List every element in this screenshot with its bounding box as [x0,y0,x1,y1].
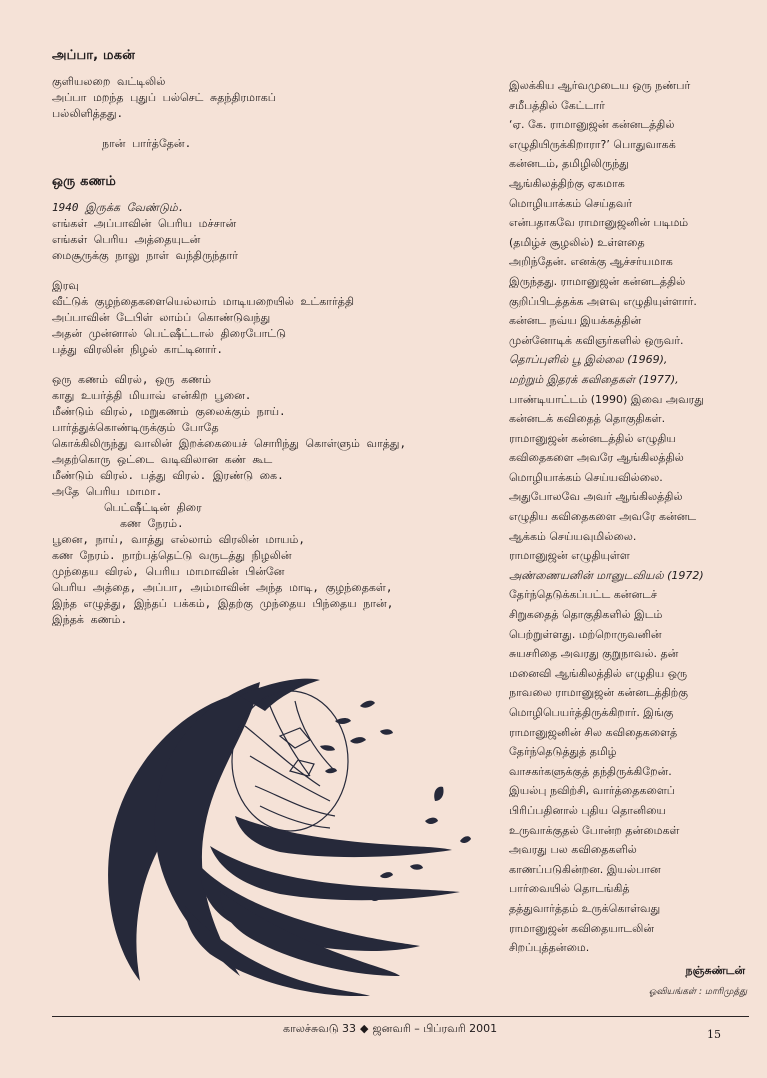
essay-line: சுயசரிதை அவரது குறுநாவல். தன் [509,647,679,661]
poem-line: மைசூருக்கு நாலு நாள் வந்திருந்தார் [52,249,238,262]
essay-line: காணப்படுகின்றன. இயல்பான [509,862,661,876]
essay-line: சிறுகதைத் தொகுதிகளில் இடம் [509,608,663,622]
essay-line: ராமானுஜன் கன்னடத்தில் எழுதிய [509,431,676,445]
poem-line: எங்கள் பெரிய அத்தையுடன் [52,233,201,246]
poems-column [52,48,497,628]
essay-line: பெற்றுள்ளது. மற்றொருவனின் [509,627,662,641]
essay-line: கவிதைகளை அவரே ஆங்கிலத்தில் [509,451,684,465]
essay-column [509,76,749,998]
poem-line: கண நேரம். [120,517,184,530]
essay-line: மொழிபெயர்த்திருக்கிறார். இங்கு [509,706,674,719]
poem-line: பத்து விரலின் நிழல் காட்டினார். [52,343,223,356]
essay-line: சமீபத்தில் கேட்டார் [509,98,605,112]
essay-line: ஆங்கிலத்திற்கு ஏகமாக [509,176,625,190]
footer-magazine-issue [283,1022,497,1037]
poem-line: முந்தைய விரல், பெரிய மாமாவின் பின்னே [52,565,285,578]
illustration-credit: ஓவியங்கள் : மாரிமுத்து [648,986,747,997]
poem-line: அதன் முன்னால் பெட்ஷீட்டால் திரைபோட்டு [52,327,286,340]
essay-line: சிறப்புத்தன்மை. [509,941,590,955]
essay-line: ‘ஏ. கே. ராமானுஜன் கன்னடத்தில் [509,118,675,132]
essay-line: மற்றும் இதரக் கவிதைகள் (1977), [509,372,679,386]
essay-line: அறிந்தேன். எனக்கு ஆச்சர்யமாக [509,255,673,269]
poem-line: மீண்டும் விரல். பத்து விரல். இரண்டு கை. [52,469,284,482]
poem-line: வீட்டுக் குழந்தைகளையெல்லாம் மாடியறையில் உட்கார்த்தி [52,295,354,308]
poem-line: பல்லிளித்தது. [52,107,124,120]
essay-line: மனைவி ஆங்கிலத்தில் எழுதிய ஒரு [509,666,688,680]
poem-line: மீண்டும் விரல், மறுகணம் குலைக்கும் நாய். [52,405,286,418]
essay-line: இயல்பு நவிற்சி, வார்த்தைகளைப் [509,784,675,798]
poem-line: பெரிய அத்தை, அப்பா, அம்மாவின் அந்த மாடி, குழந்தைகள், [52,581,393,594]
essay-line: உருவாக்குதல் போன்ற தன்மைகள் [509,823,680,837]
poem-line: அதே பெரிய மாமா. [52,485,163,498]
diamond-icon: ◆ [360,1022,369,1035]
essay-line: தேர்ந்தெடுத்துத் தமிழ் [509,745,617,759]
poem-line: இரவு [52,279,79,292]
poem-line: இந்தக் கணம். [52,613,128,626]
magazine-name: காலச்சுவடு 33 [283,1022,357,1035]
poem-year-line: 1940 இருக்க வேண்டும். [52,201,185,214]
essay-line: ராமானுஜன் எழுதியுள்ள [509,549,630,563]
brush-wave-with-leaves-illustration [80,676,480,996]
essay-line: அதுபோலவே அவர் ஆங்கிலத்தில் [509,490,683,504]
essay-line: வாசகர்களுக்குத் தந்திருக்கிறேன். [509,764,672,778]
poem-line: அதற்கொரு ஒட்டை வடிவிலான கண் கூட [52,453,273,466]
poem-line: நான் பார்த்தேன். [102,137,192,150]
essay-line: தொப்புளில் பூ இல்லை (1969), [509,353,668,367]
poem-line: காது உயர்த்தி மியாவ் என்கிற பூனை. [52,389,252,402]
essay-line: ராமானுஜன் கவிதையாடலின் [509,921,655,935]
essay-line: ராமானுஜனின் சில கவிதைகளைத் [509,725,678,739]
essay-line: பார்வையில் தொடங்கித் [509,882,630,896]
poem-line: குளியலறை வட்டிலில் [52,75,166,88]
poem-title-appa-magan: அப்பா, மகன் [52,48,136,63]
issue-date: ஜனவரி – பிப்ரவரி 2001 [372,1022,498,1035]
page-number: 15 [707,1028,721,1041]
essay-line: மொழியாக்கம் செய்தவர் [509,196,633,210]
poem-title-oru-kanam: ஒரு கணம் [52,174,116,189]
poem-line: பூனை, நாய், வாத்து எல்லாம் விரலின் மாயம், [52,533,305,546]
footer-divider [52,1016,749,1017]
essay-line: மொழியாக்கம் செய்யவில்லை. [509,470,663,484]
essay-line: இலக்கிய ஆர்வமுடைய ஒரு நண்பர் [509,79,691,92]
essay-line: அண்ணையனின் மானுடவியல் (1972) [509,568,704,582]
essay-line: நாவலை ராமானுஜன் கன்னடத்திற்கு [509,686,688,700]
poem-line: பெட்ஷீட்டின் திரை [104,501,202,514]
poem-line: கண நேரம். நாற்பத்தெட்டு வருடத்து நிழலின் [52,549,292,562]
essay-line: எழுதியிருக்கிறாரா?’ பொதுவாகக் [509,137,676,151]
essay-line: கன்னடக் கவிதைத் தொகுதிகள். [509,412,666,426]
essay-line: அவரது பல கவிதைகளில் [509,843,637,857]
poem-line: அப்பா மறந்த புதுப் பல்செட் சுதந்திரமாகப் [52,91,276,104]
poem-line: பார்த்துக்கொண்டிருக்கும் போதே [52,421,219,434]
essay-line: கன்னடம், தமிழிலிருந்து [509,157,629,171]
essay-line: எழுதிய கவிதைகளை அவரே கன்னட [509,510,697,524]
essay-line: (தமிழ்ச் சூழலில்) உள்ளதை [509,235,645,249]
essay-line: ஆக்கம் செய்யவுமில்லை. [509,529,637,543]
essay-line: முன்னோடிக் கவிஞர்களில் ஒருவர். [509,333,684,347]
essay-line: என்பதாகவே ராமானுஜனின் படிமம் [509,216,689,230]
essay-author: நஞ்சுண்டன் [685,963,745,977]
poem-line: ஒரு கணம் விரல், ஒரு கணம் [52,373,212,386]
poem-line: கொக்கிலிருந்து வாலின் இறக்கையைச் சொரிந்து கொள்ளும் வாத்து, [52,437,407,450]
essay-line: கன்னட நவ்ய இயக்கத்தின் [509,314,642,328]
poem-line: இந்த எழுத்து, இந்தப் பக்கம், இதற்கு முந்தைய பிந்தைய நான், [52,597,394,610]
essay-line: தத்துவார்த்தம் உருக்கொள்வது [509,901,661,915]
essay-line: தேர்ந்தெடுக்கப்பட்ட கன்னடச் [509,588,657,602]
essay-line: குறிப்பிடத்தக்க அளவு எழுதியுள்ளார். [509,294,697,308]
poem-line: அப்பாவின் டேபிள் லாம்ப் கொண்டுவந்து [52,311,271,324]
essay-line: பிரிப்பதினால் புதிய தொனியை [509,803,666,817]
essay-line: பாண்டியாட்டம் (1990) இவை அவரது [509,392,704,406]
poem-line: எங்கள் அப்பாவின் பெரிய மச்சான் [52,217,237,230]
essay-line: இருந்தது. ராமானுஜன் கன்னடத்தில் [509,274,686,288]
